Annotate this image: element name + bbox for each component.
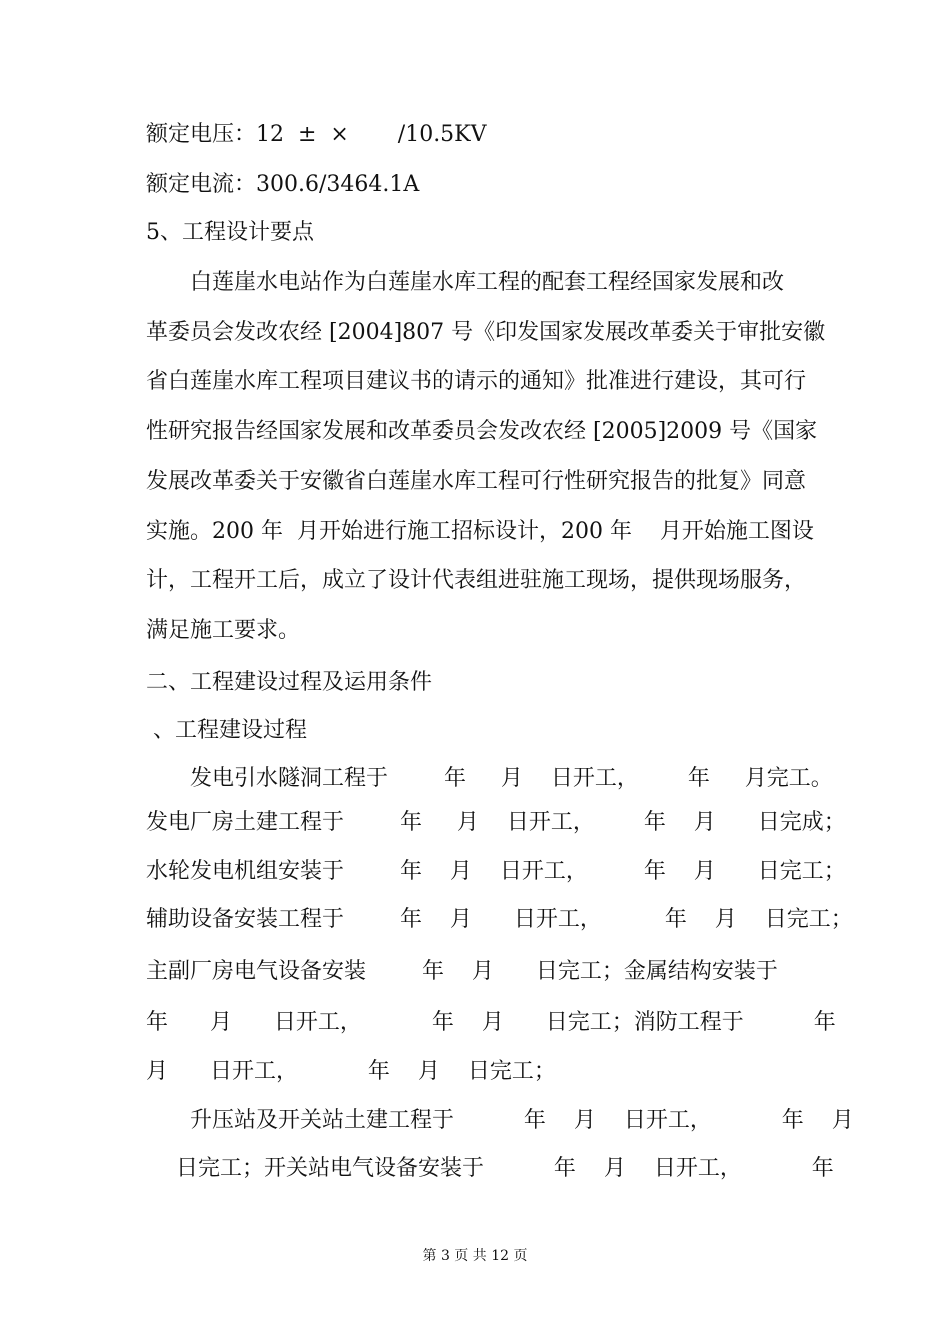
rated-voltage-line: 额定电压：12 ± × /10.5KV [146,122,487,147]
schedule-line: 年 月 日开工， 年 月 日完工；消防工程于 年 [146,1010,836,1035]
page-footer: 第 3 页 共 12 页 [422,1248,528,1264]
rated-current-line: 额定电流：300.6/3464.1A [146,172,420,197]
paragraph-line: 省白莲崖水库工程项目建议书的请示的通知》批准进行建设，其可行 [146,369,807,394]
schedule-line: 升压站及开关站土建工程于 年 月 日开工， 年 月 [190,1108,854,1133]
paragraph-line: 满足施工要求。 [146,618,301,643]
paragraph-line: 发展改革委关于安徽省白莲崖水库工程可行性研究报告的批复》同意 [146,469,807,494]
schedule-line: 主副厂房电气设备安装 年 月 日完工；金属结构安装于 [146,959,778,984]
paragraph-line: 革委员会发改农经 [2004]807 号《印发国家发展改革委关于审批安徽 [146,320,826,345]
schedule-line: 月 日开工， 年 月 日完工； [146,1059,556,1084]
paragraph-line: 计，工程开工后，成立了设计代表组进驻施工现场，提供现场服务， [146,568,807,593]
section-heading-design-points: 5、工程设计要点 [146,220,314,245]
paragraph-line: 白莲崖水电站作为白莲崖水库工程的配套工程经国家发展和改 [190,270,785,295]
schedule-line: 水轮发电机组安装于 年 月 日开工， 年 月 日完工； [146,859,846,884]
section-heading-construction: 二、工程建设过程及运用条件 [146,670,433,695]
schedule-line: 辅助设备安装工程于 年 月 日开工， 年 月 日完工； [146,907,853,932]
paragraph-line: 实施。200 年 月开始进行施工招标设计，200 年 月开始施工图设 [146,519,814,544]
paragraph-line: 性研究报告经国家发展和改革委员会发改农经 [2005]2009 号《国家 [146,419,818,444]
schedule-line: 发电引水隧洞工程于 年 月 日开工， 年 月完工。 [190,766,833,791]
schedule-line: 发电厂房土建工程于 年 月 日开工， 年 月 日完成； [146,810,846,835]
schedule-line: 日完工；开关站电气设备安装于 年 月 日开工， 年 [176,1156,834,1181]
subsection-heading: 、工程建设过程 [146,718,307,743]
